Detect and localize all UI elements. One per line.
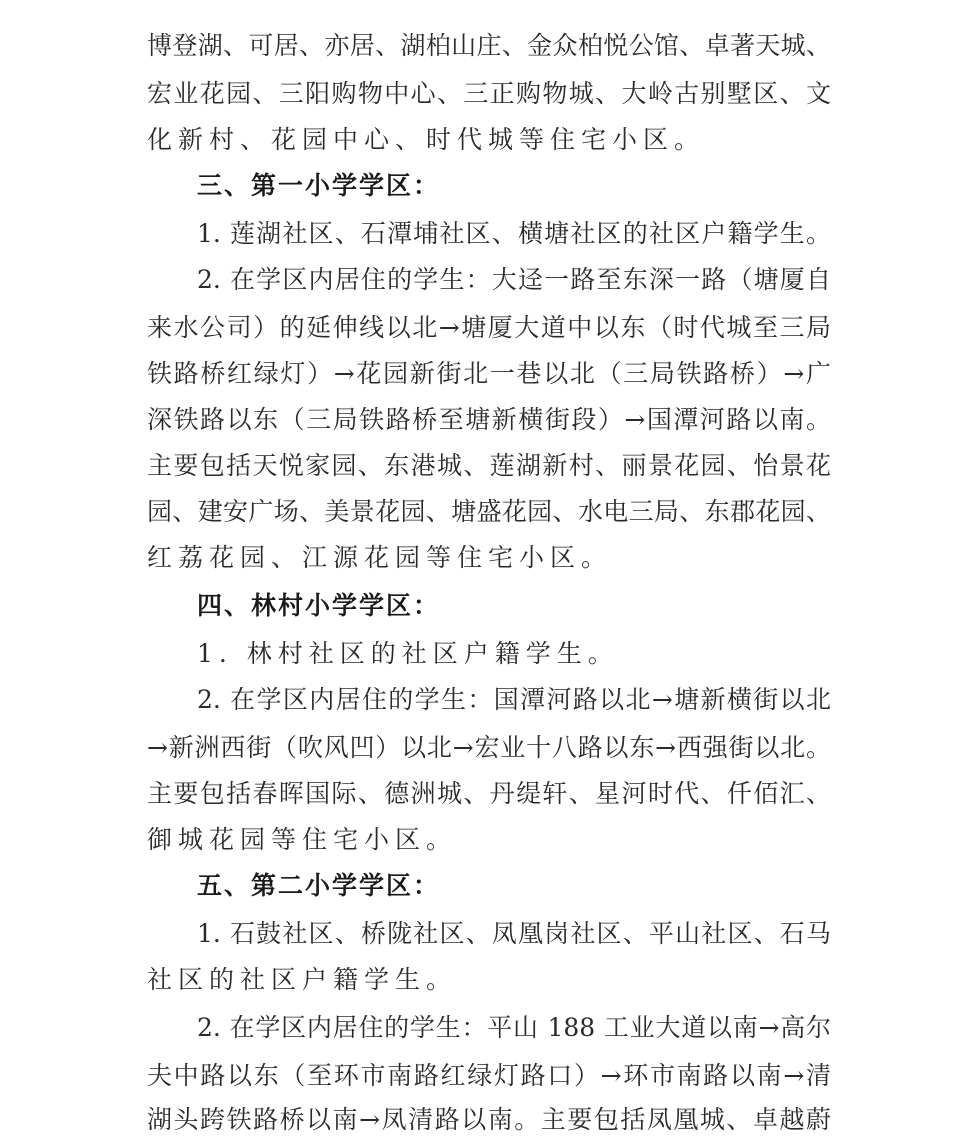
text-line: 来水公司）的延伸线以北→塘厦大道中以东（时代城至三局	[147, 313, 831, 342]
text-line: 1. 石鼓社区、桥陇社区、凤凰岗社区、平山社区、石马	[197, 919, 831, 948]
section-heading: 五、第二小学学区：	[197, 871, 441, 900]
text-line: →新洲西街（吹风凹）以北→宏业十八路以东→西强街以北。	[147, 733, 831, 762]
text-line: 夫中路以东（至环市南路红绿灯路口）→环市南路以南→清	[147, 1061, 831, 1090]
text-line: 博登湖、可居、亦居、湖柏山庄、金众柏悦公馆、卓著天城、	[147, 31, 831, 60]
text-line: 御城花园等住宅小区。	[147, 825, 458, 854]
section-heading: 三、第一小学学区：	[197, 171, 441, 200]
text-line: 园、建安广场、美景花园、塘盛花园、水电三局、东郡花园、	[147, 497, 831, 526]
text-line: 2. 在学区内居住的学生：国潭河路以北→塘新横街以北	[197, 685, 831, 714]
text-line: 红荔花园、江源花园等住宅小区。	[147, 543, 613, 572]
section-heading: 四、林村小学学区：	[197, 591, 441, 620]
text-line: 宏业花园、三阳购物中心、三正购物城、大岭古别墅区、文	[147, 79, 831, 108]
text-line: 1. 莲湖社区、石潭埔社区、横塘社区的社区户籍学生。	[197, 219, 831, 248]
text-line: 2. 在学区内居住的学生：平山 188 工业大道以南→高尔	[197, 1013, 831, 1042]
text-line: 湖头跨铁路桥以南→凤清路以南。主要包括凤凰城、卓越蔚	[147, 1105, 831, 1134]
text-line: 主要包括天悦家园、东港城、莲湖新村、丽景花园、怡景花	[147, 451, 831, 480]
text-line: 2. 在学区内居住的学生：大迳一路至东深一路（塘厦自	[197, 265, 831, 294]
text-line: 化新村、花园中心、时代城等住宅小区。	[147, 125, 706, 154]
text-line: 社区的社区户籍学生。	[147, 965, 458, 994]
text-line: 主要包括春晖国际、德洲城、丹缇轩、星河时代、仟佰汇、	[147, 779, 831, 808]
text-line: 深铁路以东（三局铁路桥至塘新横街段）→国潭河路以南。	[147, 405, 831, 434]
text-line: 1. 林村社区的社区户籍学生。	[197, 639, 619, 668]
text-line: 铁路桥红绿灯）→花园新街北一巷以北（三局铁路桥）→广	[147, 359, 831, 388]
